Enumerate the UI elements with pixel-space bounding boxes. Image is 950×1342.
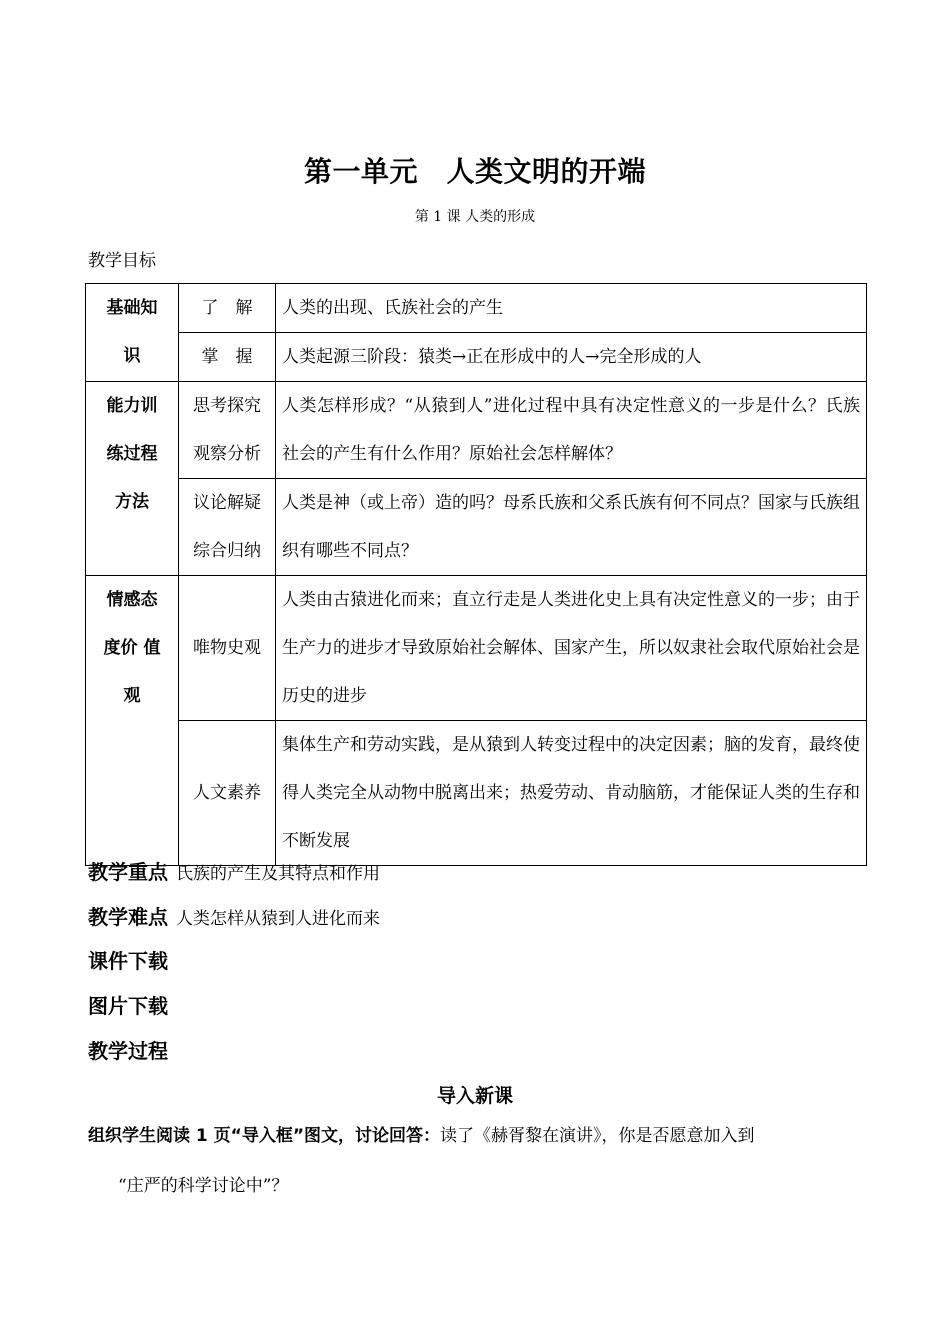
intro-text-continued: “庄严的科学讨论中”？ bbox=[118, 1176, 289, 1196]
courseware-download[interactable]: 课件下载 bbox=[88, 949, 168, 973]
desc-master: 人类起源三阶段：猿类→正在形成中的人→完全形成的人 bbox=[276, 333, 867, 382]
table-row bbox=[86, 284, 867, 333]
difficult-point bbox=[88, 901, 380, 930]
intro-paragraph bbox=[88, 1111, 864, 1211]
desc-understand: 人类的出现、氏族社会的产生 bbox=[276, 284, 867, 333]
key-point-label: 教学重点 bbox=[88, 860, 168, 884]
sub-master: 掌 握 bbox=[179, 333, 276, 382]
teaching-process: 教学过程 bbox=[88, 1039, 168, 1063]
sub-materialism: 唯物史观 bbox=[179, 576, 276, 721]
image-download[interactable]: 图片下载 bbox=[88, 994, 168, 1018]
unit-title: 第一单元 人类文明的开端 bbox=[303, 155, 646, 188]
table-row bbox=[86, 721, 867, 866]
desc-think-observe: 人类怎样形成？“从猿到人”进化过程中具有决定性意义的一步是什么？氏族社会的产生有什么作用？原始社会怎样解体？ bbox=[276, 382, 867, 479]
sub-discuss-summarize: 议论解疑 综合归纳 bbox=[179, 479, 276, 576]
category-basic-knowledge: 基础知 识 bbox=[86, 284, 179, 382]
goals-label: 教学目标 bbox=[88, 251, 156, 271]
sub-humanities: 人文素养 bbox=[179, 721, 276, 866]
difficult-point-label: 教学难点 bbox=[88, 905, 168, 929]
category-ability: 能力训 练过程 方法 bbox=[86, 382, 179, 576]
intro-bold: 组织学生阅读 1 页“导入框”图文，讨论回答： bbox=[88, 1126, 441, 1146]
desc-humanities: 集体生产和劳动实践，是从猿到人转变过程中的决定因素；脑的发育，最终使得人类完全从动物中脱离出来；热爱劳动、肯动脑筋，才能保证人类的生存和不断发展 bbox=[276, 721, 867, 866]
desc-discuss-summarize: 人类是神（或上帝）造的吗？母系氏族和父系氏族有何不同点？国家与氏族组织有哪些不同点？ bbox=[276, 479, 867, 576]
table-row bbox=[86, 333, 867, 382]
objectives-table bbox=[85, 283, 867, 866]
sub-think-observe: 思考探究 观察分析 bbox=[179, 382, 276, 479]
difficult-point-text: 人类怎样从猿到人进化而来 bbox=[176, 909, 380, 929]
lesson-subtitle: 第 1 课 人类的形成 bbox=[414, 209, 536, 225]
sub-understand: 了 解 bbox=[179, 284, 276, 333]
table-row bbox=[86, 479, 867, 576]
table-row bbox=[86, 382, 867, 479]
key-point bbox=[88, 856, 380, 885]
intro-heading: 导入新课 bbox=[436, 1085, 513, 1107]
intro-text: 读了《赫胥黎在演讲》，你是否愿意加入到 bbox=[440, 1126, 755, 1146]
table-row bbox=[86, 576, 867, 721]
desc-materialism: 人类由古猿进化而来；直立行走是人类进化史上具有决定性意义的一步；由于生产力的进步才导致原始社会解体、国家产生，所以奴隶社会取代原始社会是历史的进步 bbox=[276, 576, 867, 721]
category-emotion-values: 情感态 度价 值 观 bbox=[86, 576, 179, 866]
key-point-text: 氏族的产生及其特点和作用 bbox=[176, 864, 380, 884]
